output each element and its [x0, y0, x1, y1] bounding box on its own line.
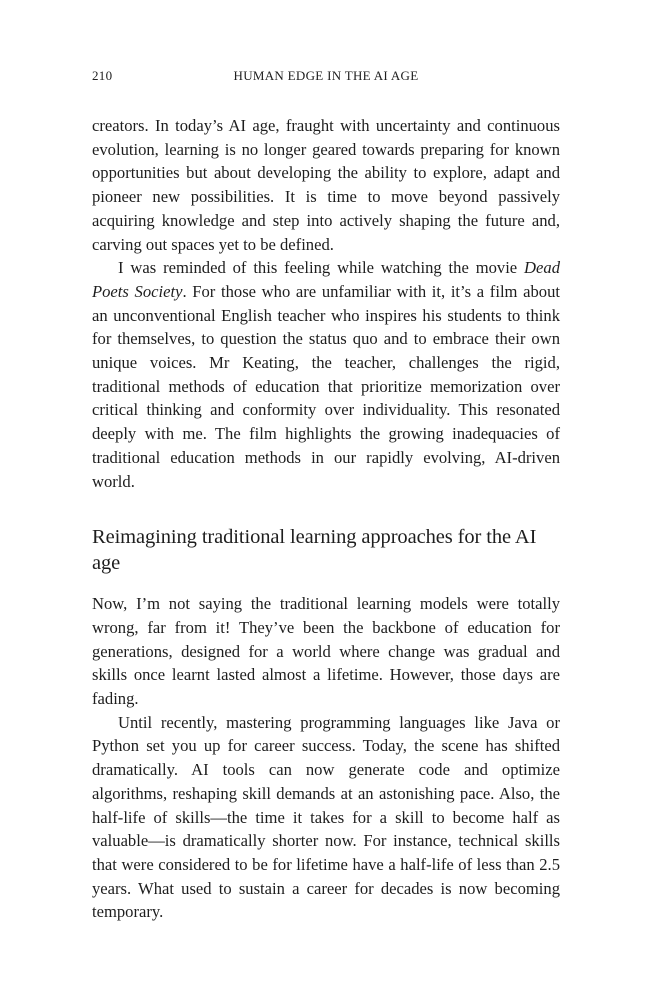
- movie-title: Dead Poets Society: [92, 258, 560, 301]
- paragraph-2-text-after: . For those who are unfamiliar with it, it’s a film about an unconventional English teacher who inspires his students to think for themselves, to question the status quo and to embrace their own unique voices. Mr Keating, the teacher, challenges the rigid, traditional methods of education that prioritize memorization over critical thinking and conformity over individuality. This resonated deeply with me. The film highlights the growing inadequacies of traditional education methods in our rapidly evolving, AI-driven world.: [92, 281, 560, 491]
- paragraph-2: [92, 256, 560, 493]
- section-heading: Reimagining traditional learning approaches for the AI age: [92, 526, 537, 575]
- running-head: [92, 68, 560, 88]
- running-title: HUMAN EDGE IN THE AI AGE: [233, 68, 419, 83]
- paragraph-3: Now, I’m not saying the traditional learning models were totally wrong, far from it! They’ve been the backbone of education for generations, designed for a world where change was gradual and skills once learnt lasted almost a lifetime. However, those days are fading.: [92, 594, 560, 709]
- paragraph-2-text-before: I was reminded of this feeling while watching the movie: [118, 258, 525, 278]
- page-number: 210: [92, 68, 113, 83]
- paragraph-4: Until recently, mastering programming languages like Java or Python set you up for career success. Today, the scene has shifted dramatically. AI tools can now generate code and optimize algorithms, reshaping skill demands at an astonishing pace. Also, the half-life of skills—the time it takes for a skill to become half as valuable—is dramatically shorter now. For instance, technical skills that were considered to be for lifetime have a half-life of less than 2.5 years. What used to sustain a career for decades is now becoming temporary.: [92, 712, 560, 922]
- paragraph-1: creators. In today’s AI age, fraught with uncertainty and continuous evolution, learning is no longer geared towards preparing for known opportunities but about developing the ability to explore, adapt and pioneer new possibilities. It is time to move beyond passively acquiring knowledge and step into actively shaping the future and, carving out spaces yet to be defined.: [92, 116, 560, 254]
- body-text: [92, 114, 560, 924]
